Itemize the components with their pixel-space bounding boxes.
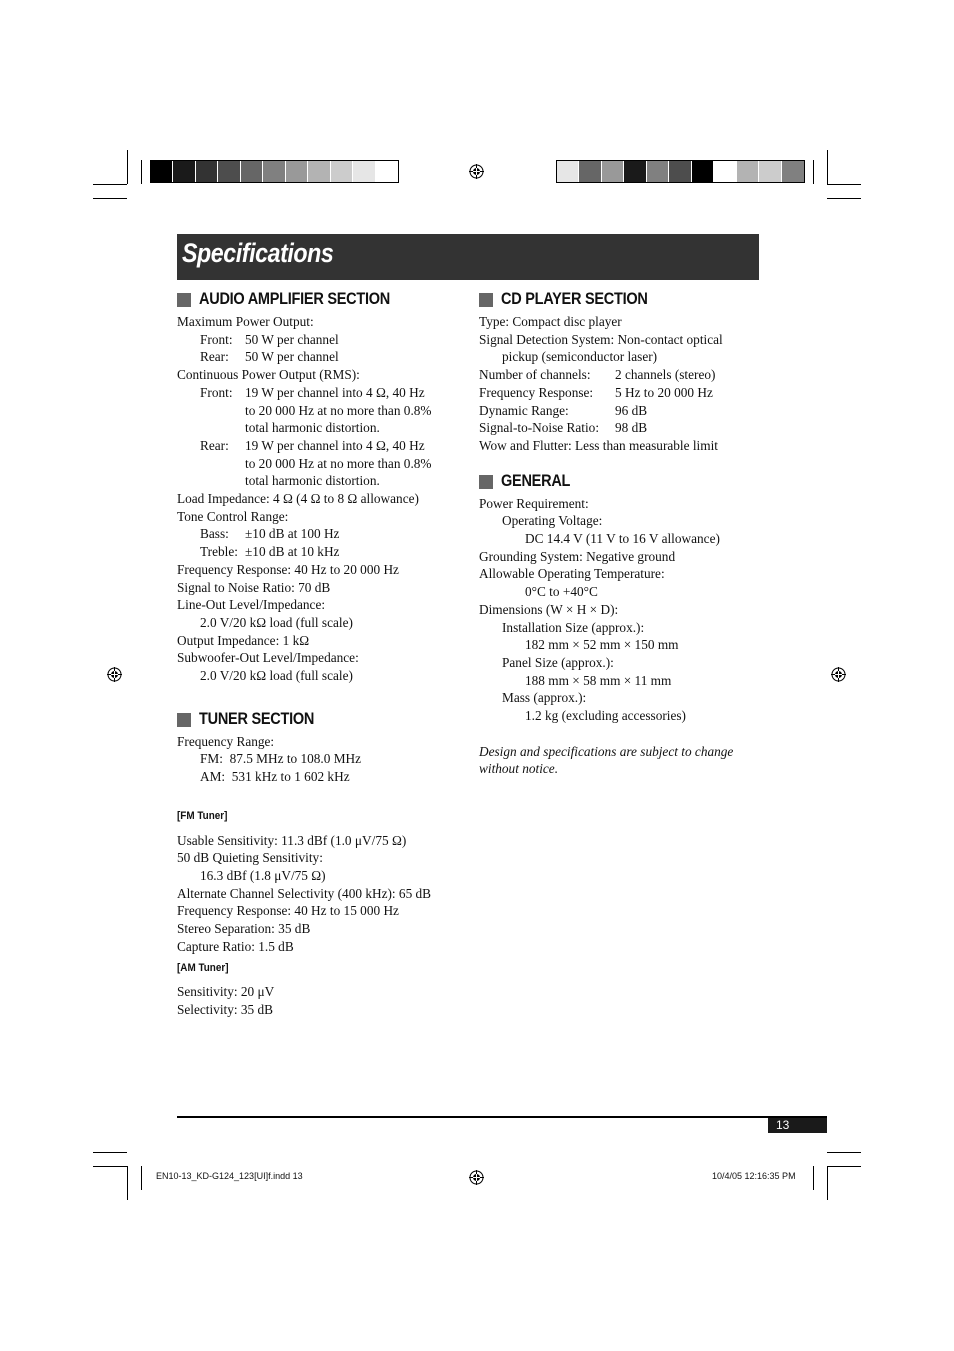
registration-target-icon xyxy=(469,164,484,179)
load-impedance: Load Impedance: 4 Ω (4 Ω to 8 Ω allowance) xyxy=(177,491,419,507)
panel-size-value: 188 mm × 58 mm × 11 mm xyxy=(525,672,672,688)
registration-target-icon xyxy=(107,667,122,682)
registration-target-icon xyxy=(831,667,846,682)
tone-control-label: Tone Control Range: xyxy=(177,508,289,524)
capture-ratio: Capture Ratio: 1.5 dB xyxy=(177,938,294,954)
mass-label: Mass (approx.): xyxy=(502,690,587,706)
wow-flutter: Wow and Flutter: Less than measurable limit xyxy=(479,437,718,453)
continuous-front-cont: to 20 000 Hz at no more than 0.8% xyxy=(245,402,432,418)
continuous-rear: Rear: 19 W per channel into 4 Ω, 40 Hz xyxy=(200,437,425,453)
tone-bass: Bass: ±10 dB at 100 Hz xyxy=(200,526,340,542)
color-swatch xyxy=(218,161,240,182)
lineout-label: Line-Out Level/Impedance: xyxy=(177,597,326,613)
fm-frequency-response: Frequency Response: 40 Hz to 15 000 Hz xyxy=(177,903,399,919)
max-power-front: Front: 50 W per channel xyxy=(200,331,339,347)
color-swatch xyxy=(714,161,736,182)
general-section-heading: GENERAL xyxy=(479,471,764,493)
operating-voltage-label: Operating Voltage: xyxy=(502,513,603,529)
frequency-response: Frequency Response: 40 Hz to 20 000 Hz xyxy=(177,561,399,577)
audio-section-heading: AUDIO AMPLIFIER SECTION xyxy=(177,289,462,311)
section-square-icon xyxy=(177,293,191,307)
continuous-front-cont: total harmonic distortion. xyxy=(245,420,380,436)
power-requirement: Power Requirement: xyxy=(479,495,589,511)
cd-spec-row: Number of channels: 2 channels (stereo) xyxy=(479,367,716,383)
subwoofer-label: Subwoofer-Out Level/Impedance: xyxy=(177,650,359,666)
registration-target-icon xyxy=(469,1170,484,1185)
signal-noise-ratio: Signal to Noise Ratio: 70 dB xyxy=(177,579,331,595)
mass-value: 1.2 kg (excluding accessories) xyxy=(525,708,686,724)
color-bar-right xyxy=(556,160,805,183)
color-swatch xyxy=(579,161,601,182)
color-swatch xyxy=(737,161,759,182)
cd-spec-row: Dynamic Range: 96 dB xyxy=(479,402,648,418)
fm-tuner-heading: [FM Tuner] xyxy=(177,809,228,822)
color-swatch xyxy=(196,161,218,182)
am-sensitivity: Sensitivity: 20 μV xyxy=(177,984,275,1000)
color-swatch xyxy=(331,161,353,182)
left-column xyxy=(177,289,462,1019)
operating-voltage-value: DC 14.4 V (11 V to 16 V allowance) xyxy=(525,531,720,547)
continuous-rear-cont: to 20 000 Hz at no more than 0.8% xyxy=(245,455,432,471)
disclaimer-note: Design and specifications are subject to change without notice. xyxy=(479,743,734,777)
subwoofer-value: 2.0 V/20 kΩ load (full scale) xyxy=(200,668,353,684)
cd-section-heading: CD PLAYER SECTION xyxy=(479,289,764,311)
continuous-front: Front: 19 W per channel into 4 Ω, 40 Hz xyxy=(200,384,425,400)
color-swatch xyxy=(759,161,781,182)
tone-treble: Treble: ±10 dB at 10 kHz xyxy=(200,544,340,560)
frequency-range-label: Frequency Range: xyxy=(177,733,275,749)
section-square-icon xyxy=(479,293,493,307)
usable-sensitivity: Usable Sensitivity: 11.3 dBf (1.0 μV/75 Ω) xyxy=(177,832,407,848)
grounding-system: Grounding System: Negative ground xyxy=(479,548,676,564)
page-title: Specifications xyxy=(182,238,334,268)
right-column xyxy=(479,289,764,778)
installation-size-value: 182 mm × 52 mm × 150 mm xyxy=(525,637,679,653)
output-impedance: Output Impedance: 1 kΩ xyxy=(177,632,310,648)
signal-detection: Signal Detection System: Non-contact optical xyxy=(479,331,723,347)
file-slug: EN10-13_KD-G124_123[UI]f.indd 13 xyxy=(156,1171,303,1181)
cd-type: Type: Compact disc player xyxy=(479,314,622,329)
color-swatch xyxy=(173,161,195,182)
am-selectivity: Selectivity: 35 dB xyxy=(177,1001,274,1017)
continuous-power-label: Continuous Power Output (RMS): xyxy=(177,367,360,383)
continuous-rear-cont: total harmonic distortion. xyxy=(245,473,380,489)
tuner-section-heading: TUNER SECTION xyxy=(177,709,462,731)
page-number: 13 xyxy=(768,1118,827,1133)
quieting-label: 50 dB Quieting Sensitivity: xyxy=(177,850,323,866)
cd-spec-row: Frequency Response: 5 Hz to 20 000 Hz xyxy=(479,384,713,400)
color-swatch xyxy=(669,161,691,182)
color-swatch xyxy=(692,161,714,182)
color-swatch xyxy=(353,161,375,182)
operating-temp-label: Allowable Operating Temperature: xyxy=(479,566,665,582)
color-swatch xyxy=(308,161,330,182)
lineout-value: 2.0 V/20 kΩ load (full scale) xyxy=(200,614,353,630)
color-swatch xyxy=(557,161,579,182)
quieting-value: 16.3 dBf (1.8 μV/75 Ω) xyxy=(200,867,326,883)
am-tuner-heading: [AM Tuner] xyxy=(177,961,229,974)
color-swatch xyxy=(624,161,646,182)
operating-temp-value: 0°C to +40°C xyxy=(525,584,598,600)
print-timestamp: 10/4/05 12:16:35 PM xyxy=(712,1171,796,1181)
title-band xyxy=(177,234,759,280)
dimensions-label: Dimensions (W × H × D): xyxy=(479,601,619,617)
panel-size-label: Panel Size (approx.): xyxy=(502,654,614,670)
signal-detection-cont: pickup (semiconductor laser) xyxy=(502,349,658,365)
cd-spec-row: Signal-to-Noise Ratio: 98 dB xyxy=(479,420,648,436)
color-swatch xyxy=(151,161,173,182)
max-power-rear: Rear: 50 W per channel xyxy=(200,349,339,365)
installation-size-label: Installation Size (approx.): xyxy=(502,619,645,635)
color-swatch xyxy=(602,161,624,182)
color-swatch xyxy=(376,161,398,182)
color-bar-left xyxy=(150,160,399,183)
am-range: AM: 531 kHz to 1 602 kHz xyxy=(200,769,350,785)
footer-rule xyxy=(177,1116,827,1118)
color-swatch xyxy=(241,161,263,182)
max-power-label: Maximum Power Output: xyxy=(177,314,314,329)
color-swatch xyxy=(286,161,308,182)
section-square-icon xyxy=(479,475,493,489)
stereo-separation: Stereo Separation: 35 dB xyxy=(177,921,311,937)
section-square-icon xyxy=(177,713,191,727)
alternate-selectivity: Alternate Channel Selectivity (400 kHz): 65 dB xyxy=(177,885,432,901)
color-swatch xyxy=(647,161,669,182)
color-swatch xyxy=(782,161,804,182)
fm-range: FM: 87.5 MHz to 108.0 MHz xyxy=(200,751,362,767)
color-swatch xyxy=(263,161,285,182)
